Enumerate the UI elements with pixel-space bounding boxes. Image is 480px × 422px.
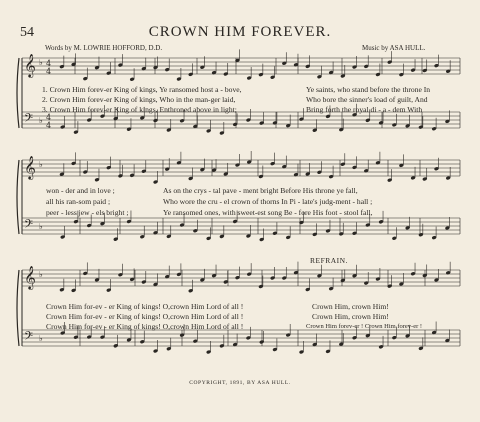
lyric-line: won - der and in love ; (46, 186, 115, 195)
lyric-line: Crown Him, crown Him! (312, 302, 389, 311)
lyric-line: 2. Crown Him forev-er King of kings, Who in the man-ger laid, (42, 95, 236, 104)
bass-clef: 𝄢 (24, 330, 34, 346)
lyric-line: 3. Crown Him forev-er King of kings, Enthroned above in light; (42, 105, 237, 114)
lyric-line: Crown Him, crown Him! (312, 312, 389, 321)
key-flat: ♭ (39, 270, 43, 279)
time-signature: 4 (46, 59, 52, 68)
words-credit: Words by M. LOWRIE HOFFORD, D.D. (45, 44, 163, 52)
lyric-line: Crown Him forev-er ! Crown Him forev-er ! (306, 323, 423, 330)
svg-text:4: 4 (46, 113, 52, 122)
lyric-line: Who wore the cru - el crown of thorns In Pi - late's judg-ment - hall ; (163, 197, 373, 206)
lyric-line: As on the crys - tal pave - ment bright Before His throne ye fall, (163, 186, 358, 195)
lyric-line: Crown Him for-ev - er King of kings! O,crown Him Lord of all ! (46, 322, 244, 331)
lyric-line: all his ran-som paid ; (46, 197, 111, 206)
bass-clef: 𝄢 (24, 112, 34, 128)
key-flat: ♭ (39, 116, 43, 125)
lyric-line: 1. Crown Him forev-er King of kings, Ye ransomed host a - bove, (42, 85, 242, 94)
refrain-label: REFRAIN. (310, 256, 348, 265)
lyric-line: Bring forth the royal di - a - dem With (306, 105, 423, 114)
key-flat: ♭ (39, 160, 43, 169)
lyric-line: Crown Him for-ev - er King of kings! O,crown Him Lord of all ! (46, 312, 244, 321)
bass-clef: 𝄢 (24, 218, 34, 234)
lyric-line: Crown Him for-ev - er King of kings! O,crown Him Lord of all ! (46, 302, 244, 311)
key-flat: ♭ (39, 222, 43, 231)
treble-clef: 𝄞 (24, 155, 36, 179)
page-number: 54 (20, 25, 34, 40)
lyric-line: Ye saints, who stand before the throne In (306, 85, 431, 94)
lyric-line: peer - less jew - els bright ; (46, 208, 129, 217)
brace (17, 270, 19, 346)
lyric-line: Ye ransomed ones, with sweet-est song Be - fore His foot - stool fall, (163, 208, 373, 217)
lyric-line: Who bore the sinner's load of guilt, And (306, 95, 428, 104)
copyright-notice: COPYRIGHT, 1891, BY ASA HULL. (189, 380, 291, 386)
brace (17, 160, 19, 234)
hymn-title: CROWN HIM FOREVER. (148, 24, 332, 40)
key-flat: ♭ (39, 334, 43, 343)
svg-text:4: 4 (46, 121, 52, 130)
treble-clef: 𝄞 (24, 265, 36, 289)
svg-text:4: 4 (46, 67, 52, 76)
music-credit: Music by ASA HULL. (362, 44, 426, 52)
key-flat: ♭ (39, 58, 43, 67)
brace (17, 58, 19, 128)
treble-clef: 𝄞 (24, 53, 36, 77)
